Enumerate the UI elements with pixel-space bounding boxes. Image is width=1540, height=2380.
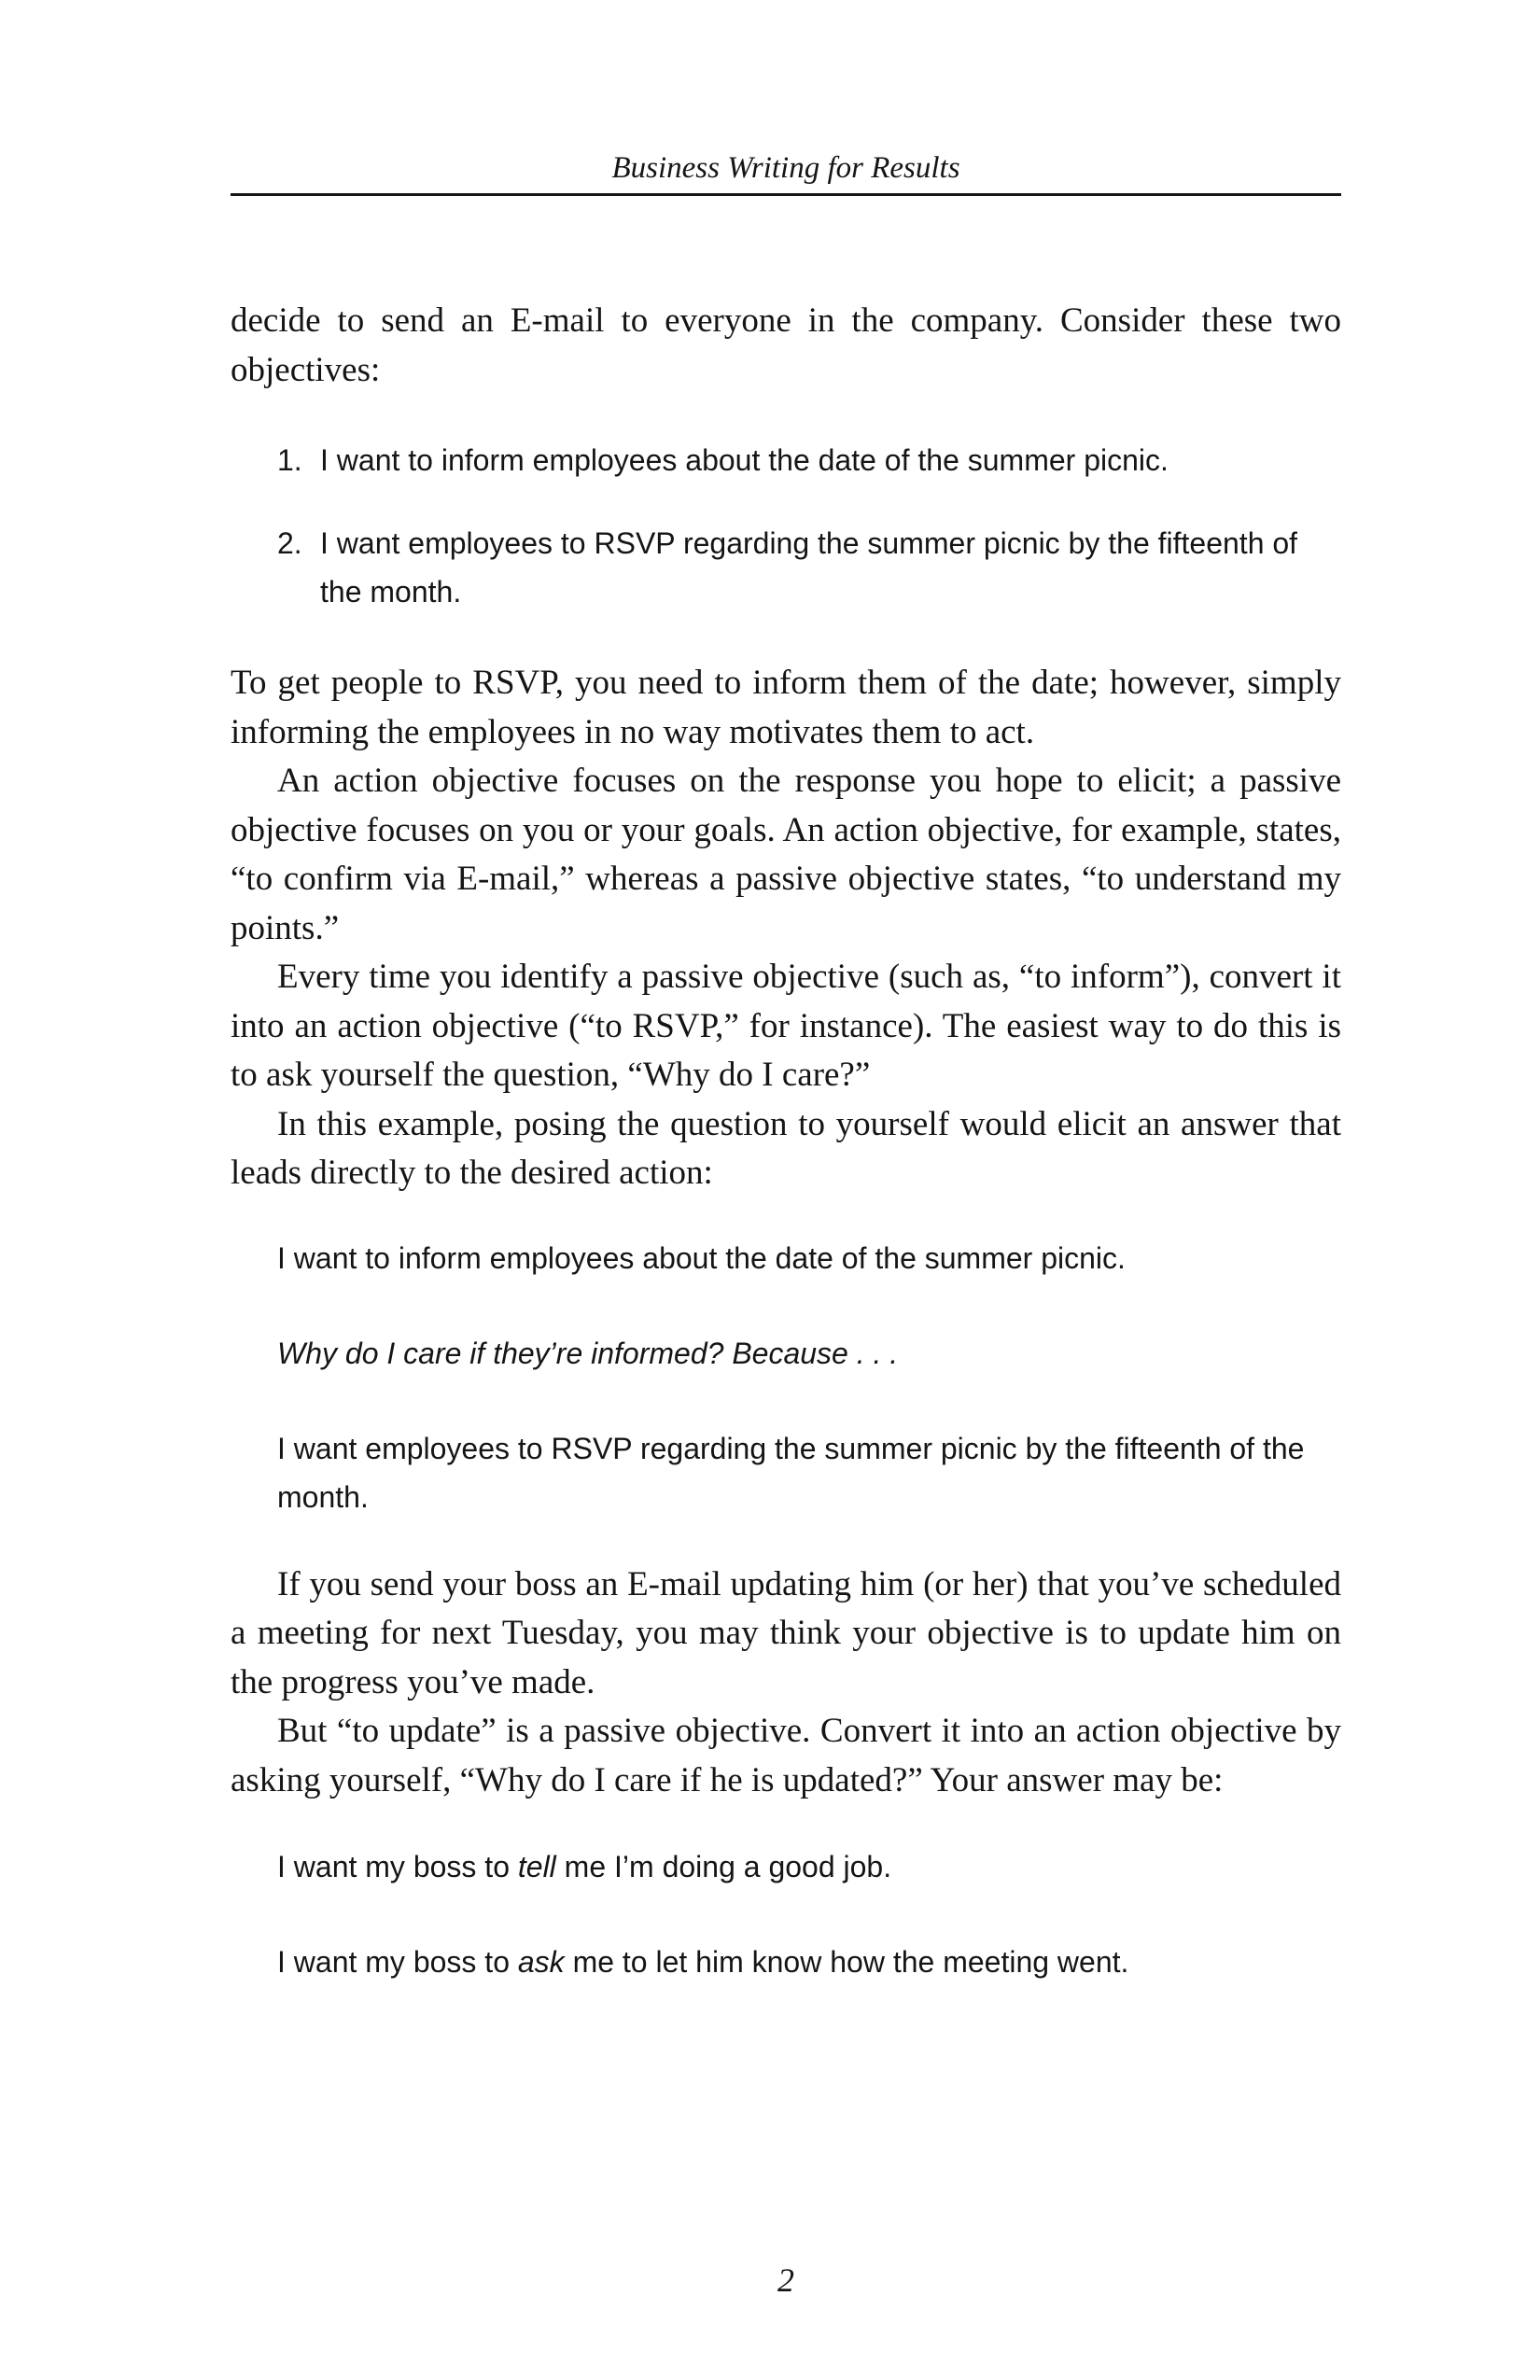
emphasis-ask: ask xyxy=(517,1945,565,1979)
action-objective-paragraph: An action objective focuses on the response you hope to elicit; a passive objective focuses on you or your goals. An action objective, for example, states, “to confirm via E-mail,” whereas a passive objective states, “to understand my points.” xyxy=(231,762,1341,947)
page-number: 2 xyxy=(777,2261,794,2299)
running-header: Business Writing for Results xyxy=(611,151,960,185)
rsvp-paragraph: To get people to RSVP, you need to inform them of the date; however, simply informing the employees in no way motivates them to act. xyxy=(231,664,1341,751)
example-intro-paragraph: In this example, posing the question to yourself would elicit an answer that leads directly to the desired action: xyxy=(231,1104,1341,1192)
list-item xyxy=(231,436,1341,484)
emphasis-tell: tell xyxy=(517,1850,556,1883)
intro-paragraph: decide to send an E-mail to everyone in the company. Consider these two objectives: xyxy=(231,301,1341,389)
list-item xyxy=(231,519,1341,616)
passive-update-paragraph: But “to update” is a passive objective. Convert it into an action objective by asking yourself, “Why do I care if he is updated?” Your answer may be: xyxy=(231,1712,1341,1799)
list-item-number: 1. xyxy=(277,443,302,477)
header-rule xyxy=(231,193,1341,196)
objectives-list xyxy=(231,436,1341,616)
convert-objective-paragraph: Every time you identify a passive objective (such as, “to inform”), convert it into an action objective (“to RSVP,” for instance). The easiest way to do this is to ask yourself the question, “Why do I care?” xyxy=(231,958,1341,1094)
list-item-text: I want employees to RSVP regarding the summer picnic by the fifteenth of the month. xyxy=(320,526,1298,609)
example-line-rsvp: I want employees to RSVP regarding the summer picnic by the fifteenth of the month. xyxy=(277,1431,1305,1514)
boss-update-paragraph: If you send your boss an E-mail updating him (or her) that you’ve scheduled a meeting for next Tuesday, you may think your objective is to update him on the progress you’ve made. xyxy=(231,1564,1341,1701)
list-item-number: 2. xyxy=(277,526,302,560)
answer-line-ask: I want my boss to ask me to let him know how the meeting went. xyxy=(277,1945,1129,1979)
page-body xyxy=(231,297,1341,1986)
example-question: Why do I care if they’re informed? Because . . . xyxy=(277,1336,899,1370)
example-line-inform: I want to inform employees about the date of the summer picnic. xyxy=(277,1240,1126,1275)
list-item-text: I want to inform employees about the date of the summer picnic. xyxy=(320,443,1169,477)
answer-line-tell: I want my boss to tell me I’m doing a good job. xyxy=(277,1850,892,1883)
